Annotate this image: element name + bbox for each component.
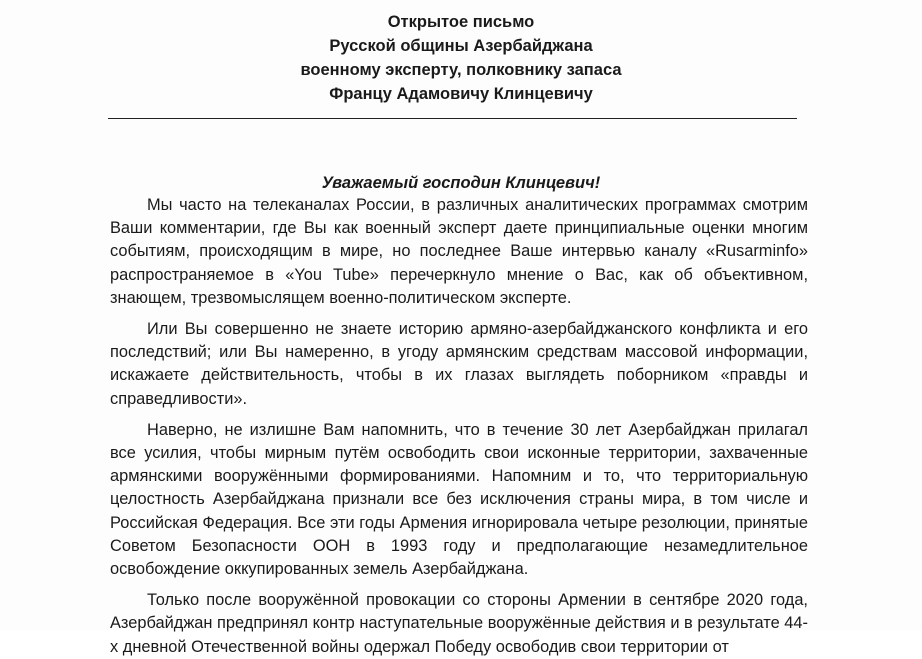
salutation: Уважаемый господин Клинцевич! [321,174,601,192]
header-recipient-name: Францу Адамовичу Клинцевичу [329,85,593,103]
header-sender: Русской общины Азербайджана [329,37,593,55]
body-paragraph: Или Вы совершенно не знаете историю армяно-азербайджанского конфликта и его последствий; или Вы намеренно, в угоду армянским средствам массовой информации, искажаете действительность, чтобы в их глазах выглядеть поборником «правды и справедливости». [110,320,808,408]
header-divider [108,118,797,119]
body-paragraph: Наверно, не излишне Вам напомнить, что в течение 30 лет Азербайджан прилагал все усилия, чтобы мирным путём освободить свои исконные территории, захваченные армянскими вооружёнными формированиями. Напомним и то, что территориальную целостность Азербайджана признали все без исключения страны мира, в том числе и Российская Федерация. Все эти годы Армения игнорировала четыре резолюции, принятые Советом Безопасности ООН в 1993 году и предполагающие незамедлительное освобождение оккупированных земель Азербайджана. [110,420,808,579]
header-title: Открытое письмо [387,13,535,31]
letter-body [110,194,808,659]
header-recipient-role: военному эксперту, полковнику запаса [300,61,622,79]
body-paragraph: Мы часто на телеканалах России, в различных аналитических программах смотрим Ваши комментарии, где Вы как военный эксперт даете принципиальные оценки многим событиям, происходящим в мире, но последнее Ваше интервью каналу «Rusarminfo» распространяемое в «You Tube» перечеркнуло мнение о Вас, как об объективном, знающем, трезвомыслящем военно-политическом эксперте. [110,196,808,307]
body-paragraph: Только после вооружённой провокации со стороны Армении в сентябре 2020 года, Азербайджан предпринял контр наступательные вооружённые действия и в результате 44-х дневной Отечественной войны одержал Победу освободив свои территории от [110,591,808,656]
letter-header [0,10,922,106]
